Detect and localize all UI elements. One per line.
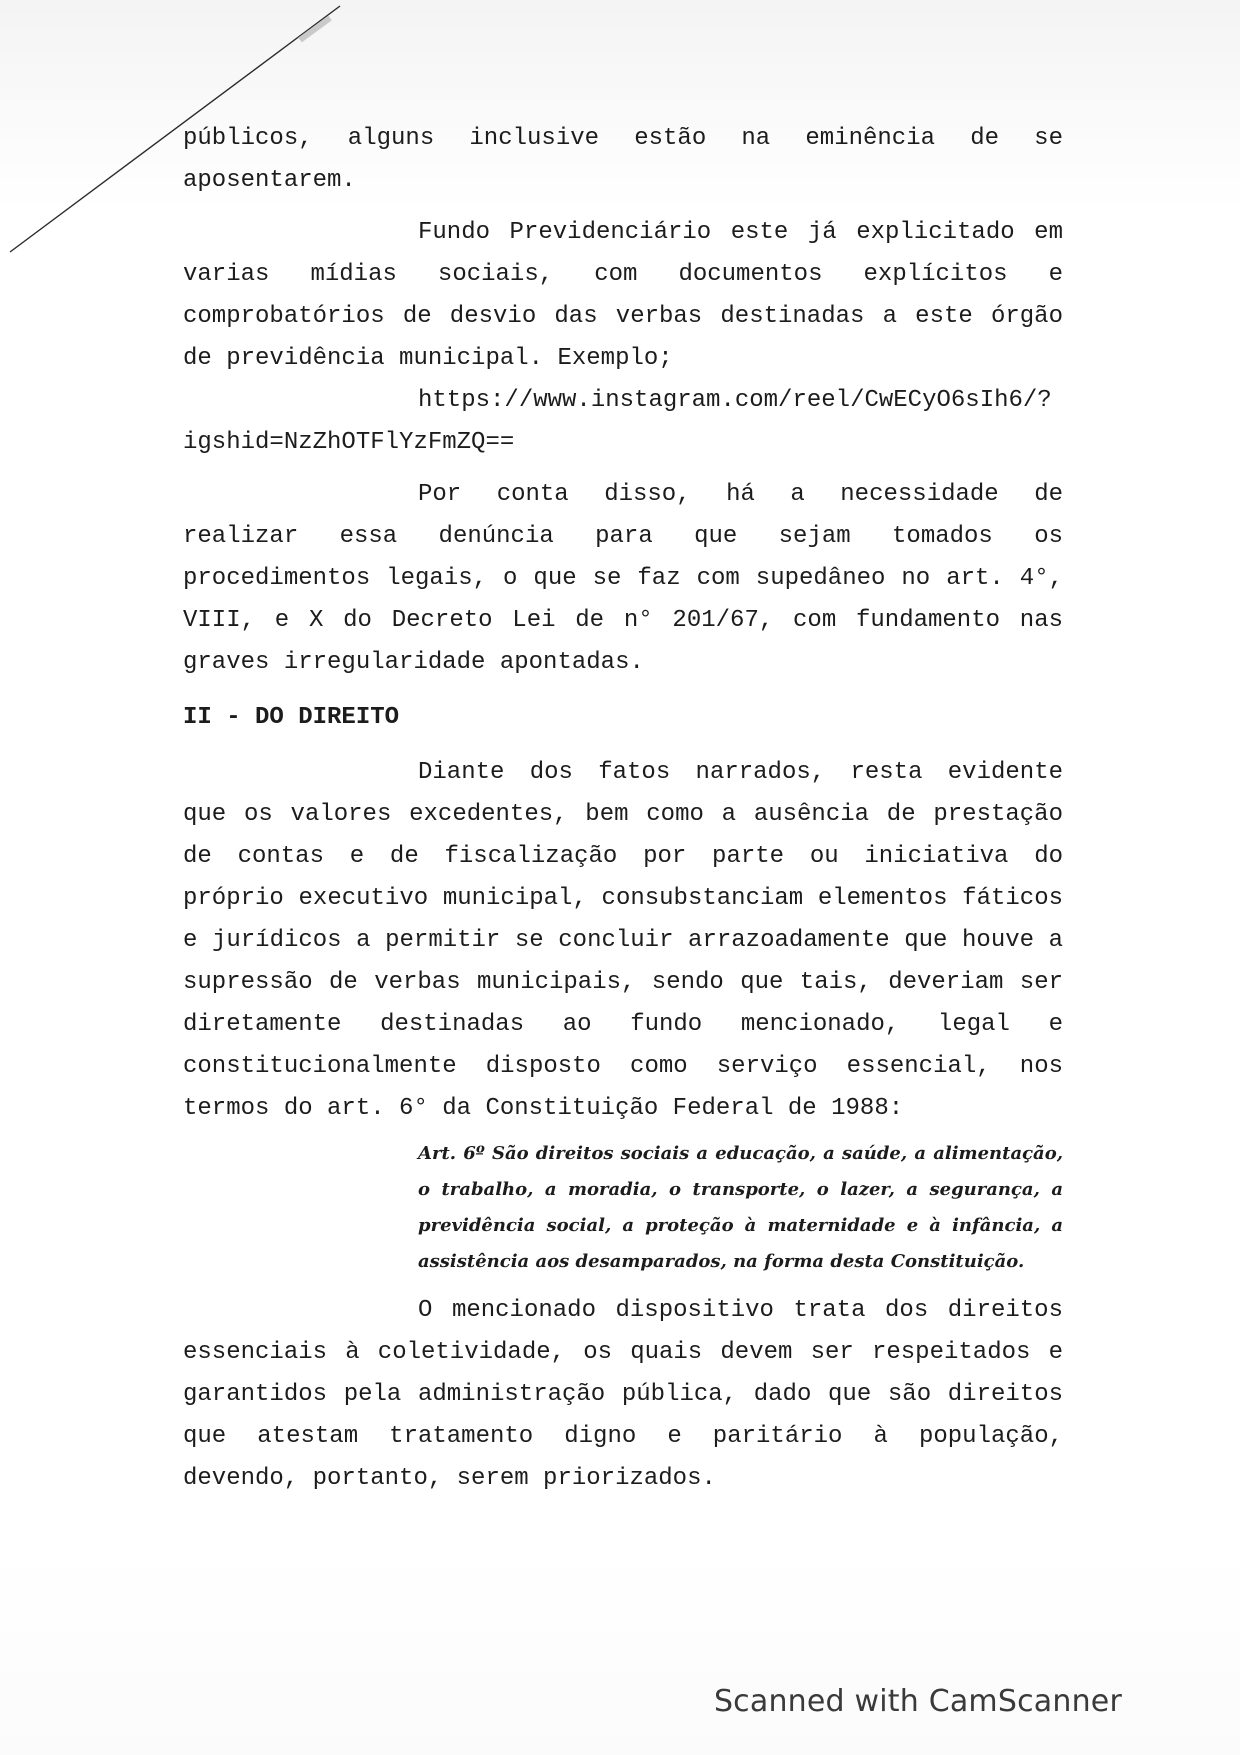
- section-heading-direito: II - DO DIREITO: [183, 704, 400, 731]
- paragraph-denuncia: Por conta disso, há a necessidade de realizar essa denúncia para que sejam tomados os procedimentos legais, o que se faz com supedâneo no art. 4°, VIII, e X do Decreto Lei de n° 201/67, com fundamento nas graves irregularidade apontadas.: [183, 481, 1063, 676]
- instagram-link[interactable]: https://www.instagram.com/reel/CwECyO6sIh6/?igshid=NzZhOTFlYzFmZQ==: [183, 387, 1052, 456]
- document-body: [183, 118, 1063, 1500]
- paragraph-dispositivo: O mencionado dispositivo trata dos direitos essenciais à coletividade, os quais devem ser respeitados e garantidos pela administração pública, dado que são direitos que atestam tratamento digno e paritário à população, devendo, portanto, serem priorizados.: [183, 1297, 1063, 1492]
- paragraph-fundo-previdenciario: [183, 212, 1063, 464]
- camscanner-watermark: Scanned with CamScanner: [713, 1684, 1122, 1719]
- paragraph-aposentarem: públicos, alguns inclusive estão na eminência de se aposentarem.: [183, 125, 1063, 194]
- paragraph-fatos-narrados: Diante dos fatos narrados, resta evidente que os valores excedentes, bem como a ausência de prestação de contas e de fiscalização por parte ou iniciativa do próprio executivo municipal, consubstanciam elementos fáticos e jurídicos a permitir se concluir arrazoadamente que houve a supressão de verbas municipais, sendo que tais, deveriam ser diretamente destinadas ao fundo mencionado, legal e constitucionalmente disposto como serviço essencial, nos termos do art. 6° da Constituição Federal de 1988:: [183, 759, 1063, 1122]
- constitution-quote-art6: Art. 6º São direitos sociais a educação, a saúde, a alimentação, o trabalho, a moradia, o transporte, o lazer, a segurança, a previdência social, a proteção à maternidade e à infância, a assistência aos desamparados, na forma desta Constituição.: [418, 1143, 1063, 1272]
- paragraph-fundo-text: Fundo Previdenciário este já explicitado em varias mídias sociais, com documentos explícitos e comprobatórios de desvio das verbas destinadas a este órgão de previdência municipal. Exemplo;: [183, 219, 1063, 372]
